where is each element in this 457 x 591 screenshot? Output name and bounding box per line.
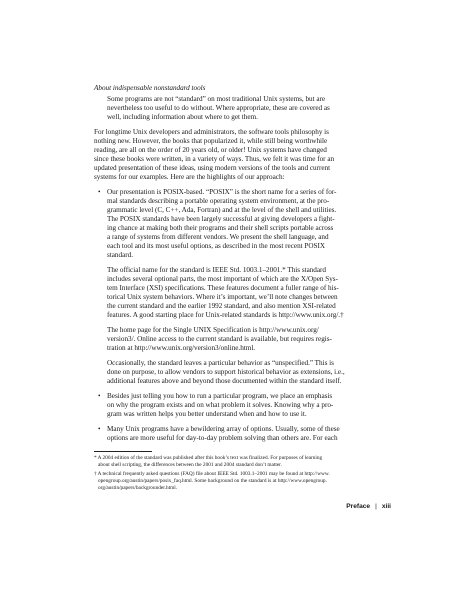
bullet-marker: • [98, 392, 101, 400]
text-line: the current standard and the earlier 1992 standard, and also mention XSI-related [107, 302, 336, 310]
text-line: ing chance at making both their programs and their shell scripts portable across [107, 224, 334, 232]
text-line: Besides just telling you how to run a particular program, we place an emphasis [107, 392, 333, 400]
footer-separator: | [375, 503, 377, 510]
footnote-line: opengroup.org/austin/papers/posix_faq.html. Some background on the standard is at http://www.opengroup. [98, 478, 327, 484]
footnote-line: about shell scripting, the differences between the 2001 and 2004 standard don’t matter. [98, 462, 282, 468]
text-line: Our presentation is POSIX-based. “POSIX” is the short name for a series of for- [107, 188, 337, 196]
text-line: standard. [107, 251, 133, 259]
text-line: systems for our examples. Here are the highlights of our approach: [94, 173, 285, 181]
text-line: since these books were written, in a variety of ways. Thus, we felt it was time for an [94, 155, 335, 163]
bullet-marker: • [98, 188, 101, 196]
text-line: The official name for the standard is IEEE Std. 1003.1–2001.* This standard [107, 266, 327, 274]
footnote-line: org/austin/papers/backgrounder.html. [98, 485, 178, 491]
text-line: a range of systems from different vendors. We present the shell language, and [107, 233, 329, 241]
footnote-line: * A 2004 edition of the standard was published after this book’s text was finalized. For purposes of learning [94, 455, 323, 461]
bullet-marker: • [98, 425, 101, 433]
text-line: additional features above and beyond those documented within the standard itself. [107, 377, 342, 385]
text-line: mal standards describing a portable operating system environment, at the pro- [107, 197, 330, 205]
text-line: updated presentation of these ideas, using modern versions of the tools and current [94, 164, 331, 172]
running-footer [346, 502, 391, 511]
page-number: xiii [381, 503, 391, 510]
text-line: gram was written helps you better understand when and how to use it. [107, 410, 307, 418]
text-line: well, including information about where to get them. [107, 113, 258, 121]
text-line: tem Interface (XSI) specifications. These features document a fuller range of his- [107, 284, 339, 292]
footer-section: Preface [346, 503, 371, 510]
text-line: reading, are all on the order of 20 years old, or older! Unix systems have changed [94, 146, 327, 154]
footnote-rule [94, 451, 152, 452]
text-line: on why the program exists and on what problem it solves. Knowing why a pro- [107, 401, 334, 409]
text-line: tration at http://www.unix.org/version3/online.html. [107, 344, 256, 352]
text-line: version3/. Online access to the current standard is available, but requires regis- [107, 335, 332, 343]
text-line: The POSIX standards have been largely successful at giving developers a fight- [107, 215, 335, 223]
footnote-line: † A technical frequently asked questions (FAQ) file about IEEE Std. 1003.1–2001 may be found at http://www. [94, 471, 330, 477]
text-line: nevertheless too useful to do without. Where appropriate, these are covered as [107, 104, 330, 112]
section-heading: About indispensable nonstandard tools [94, 84, 206, 92]
text-line: options are more useful for day-to-day problem solving than others are. For each [107, 434, 338, 442]
text-line: Occasionally, the standard leaves a particular behavior as “unspecified.” This is [107, 359, 334, 367]
text-line: For longtime Unix developers and administrators, the software tools philosophy is [94, 128, 329, 136]
text-line: torical Unix system behaviors. Where it’s important, we’ll note changes between [107, 293, 338, 301]
text-line: The home page for the Single UNIX Specification is http://www.unix.org/ [107, 326, 319, 334]
text-line: nothing new. However, the books that popularized it, while still being worthwhile [94, 137, 328, 145]
text-line: Some programs are not “standard” on most traditional Unix systems, but are [107, 95, 326, 103]
text-line: done on purpose, to allow vendors to support historical behavior as extensions, i.e., [107, 368, 345, 376]
text-line: each tool and its most useful options, as described in the most recent POSIX [107, 242, 326, 250]
text-line: includes several optional parts, the most important of which are the X/Open Sys- [107, 275, 338, 283]
text-line: grammatic level (C, C++, Ada, Fortran) and at the level of the shell and utilities. [107, 206, 337, 214]
text-line: features. A good starting place for Unix-related standards is http://www.unix.org/.† [107, 311, 344, 319]
text-line: Many Unix programs have a bewildering array of options. Usually, some of these [107, 425, 340, 433]
